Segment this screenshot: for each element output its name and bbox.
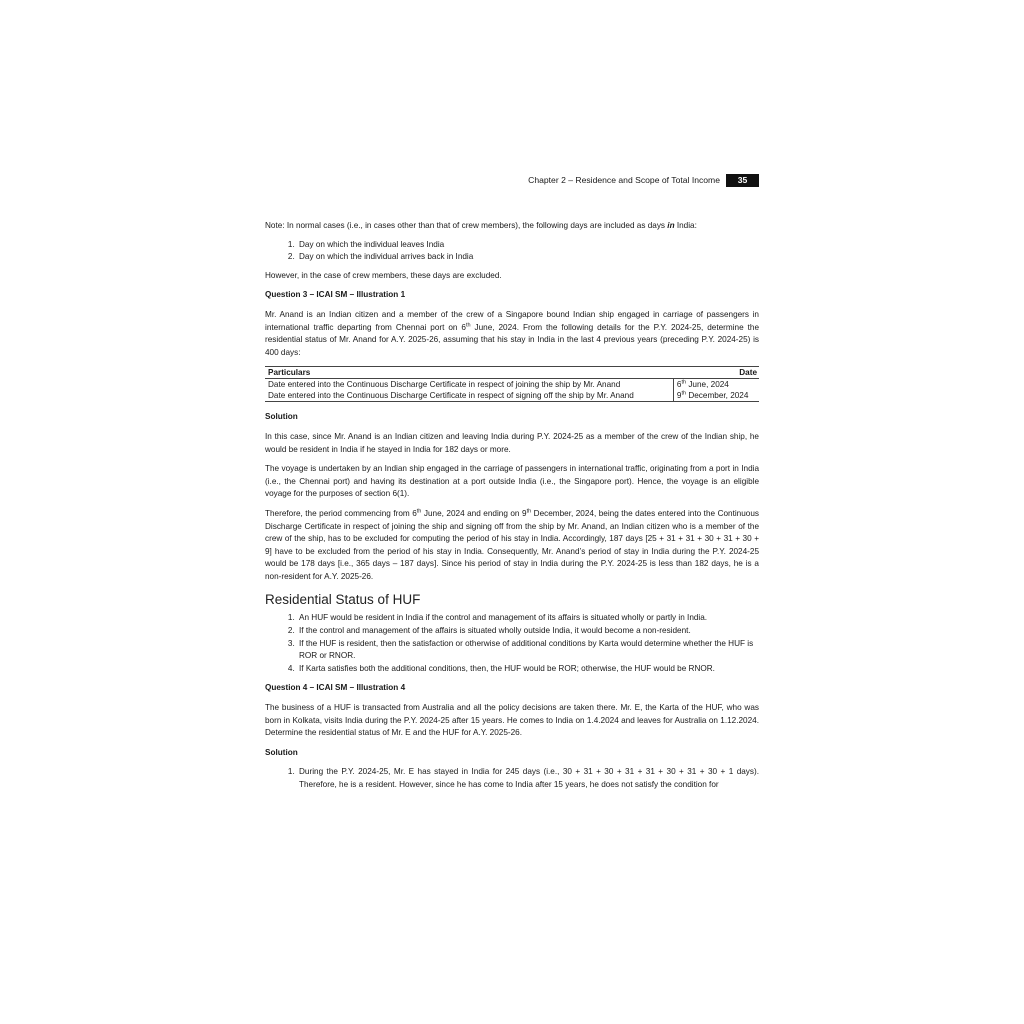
- cell-date: [673, 390, 759, 402]
- list-item: 1. Day on which the individual leaves India: [297, 239, 759, 252]
- cell-date: [673, 379, 759, 391]
- list-item: 1. An HUF would be resident in India if the control and management of its affairs is situated wholly or partly in India.: [297, 612, 759, 625]
- question-3-heading: Question 3 – ICAI SM – Illustration 1: [265, 290, 406, 300]
- list-item: 2. Day on which the individual arrives back in India: [297, 251, 759, 264]
- list-item: 3. If the HUF is resident, then the satisfaction or otherwise of additional conditions by Karta would determine whether the HUF is ROR or RNOR.: [297, 638, 759, 663]
- solution-paragraph: The voyage is undertaken by an Indian ship engaged in the carriage of passengers in international traffic, originating from a port in India (i.e., the Chennai port) and having its destination at a port outside India (i.e., the Singapore port). Hence, the voyage is an eligible voyage for the purposes of section 6(1).: [265, 464, 759, 499]
- page-number: 35: [726, 174, 759, 187]
- list-item: 1. During the P.Y. 2024-25, Mr. E has stayed in India for 245 days (i.e., 30 + 31 + 30 + 31 + 31 + 30 + 31 + 30 + 1 days). Therefore, he is a resident. However, since he has come to India after 15 years, he does not satisfy the condition for: [297, 766, 759, 791]
- table-row: [265, 379, 759, 391]
- question-4-text: The business of a HUF is transacted from Australia and all the policy decisions are taken there. Mr. E, the Karta of the HUF, who was born in Kolkata, visits India during the P.Y. 2024-25 after 15 years. He comes to India on 1.4.2024 and leaves for Australia on 1.12.2024. Determine the residential status of Mr. E and the HUF for A.Y. 2025-26.: [265, 703, 759, 738]
- table-row: [265, 390, 759, 402]
- para-sup: th: [416, 508, 422, 515]
- page-body: [265, 220, 759, 797]
- q4-solution-list: [265, 766, 759, 791]
- date-sup: th: [681, 390, 687, 397]
- q3-text-a: Mr. Anand is an Indian citizen and a member of the crew of a Singapore bound Indian ship engaged in carriage of passengers in international traffic departing from Chennai port on 6: [265, 309, 759, 332]
- q3-sup: th: [465, 321, 471, 328]
- note-outro: However, in the case of crew members, these days are excluded.: [265, 270, 502, 280]
- note-list: [265, 239, 759, 264]
- solution-paragraph: [265, 508, 759, 584]
- para-text: December, 2024, being the dates entered into the Continuous Discharge Certificate in respect of joining the ship and signing off from the ship by Mr. Anand, an Indian citizen who is a member of the crew of the ship, has to be excluded for computing the period of his stay in India. Accordingly, 187 days [25 + 31 + 31 + 30 + 31 + 30 + 9] have to be excluded from the period of his stay in India. Consequently, Mr. Anand’s period of stay in India during the P.Y. 2024-25 would be 178 days [i.e., 365 days – 187 days]. Since his period of stay in India during the P.Y. 2024-25 is less than 182 days, he is a non-resident for A.Y. 2025-26.: [265, 508, 759, 581]
- date-sup: th: [681, 379, 687, 386]
- dates-table: [265, 366, 759, 402]
- section-heading-huf: Residential Status of HUF: [265, 592, 421, 608]
- para-text: Therefore, the period commencing from 6: [265, 508, 417, 518]
- para-sup: th: [526, 508, 532, 515]
- list-item: 2. If the control and management of the affairs is situated wholly outside India, it would become a non-resident.: [297, 625, 759, 638]
- solution-paragraph: In this case, since Mr. Anand is an Indian citizen and leaving India during P.Y. 2024-25 as a member of the crew of the Indian ship, he would be resident in India if he stayed in India for 182 days or more.: [265, 431, 759, 454]
- date-day: 9: [676, 391, 682, 401]
- question-4-heading: Question 4 – ICAI SM – Illustration 4: [265, 683, 406, 693]
- para-text: June, 2024 and ending on 9: [421, 508, 527, 518]
- date-rest: June, 2024: [686, 380, 729, 390]
- col-particulars: Particulars: [265, 367, 673, 379]
- col-date: Date: [673, 367, 759, 379]
- question-3-text: [265, 309, 759, 359]
- chapter-title: Chapter 2 – Residence and Scope of Total Income: [528, 175, 720, 185]
- note-intro-end: India:: [674, 221, 697, 230]
- q3-text-b: June, 2024. From the following details for the P.Y. 2024-25, determine the residential status of Mr. Anand for A.Y. 2025-26, assuming that his stay in India in the last 4 previous years (preceding P.Y. 2024-25) is 400 days:: [265, 322, 759, 357]
- cell-particular: Date entered into the Continuous Discharge Certificate in respect of signing off the ship by Mr. Anand: [265, 390, 673, 402]
- note-intro: [265, 220, 759, 233]
- date-day: 6: [676, 380, 682, 390]
- note-intro-text: Note: In normal cases (i.e., in cases other than that of crew members), the following days are included as days: [265, 221, 668, 230]
- list-item: 4. If Karta satisfies both the additional conditions, then, the HUF would be ROR; otherwise, the HUF would be RNOR.: [297, 663, 759, 676]
- note-emphasis: in: [667, 221, 675, 230]
- date-rest: December, 2024: [686, 391, 749, 401]
- solution-heading: Solution: [265, 412, 298, 422]
- huf-list: [265, 612, 759, 675]
- cell-particular: Date entered into the Continuous Discharge Certificate in respect of joining the ship by Mr. Anand: [268, 380, 621, 390]
- solution-heading: Solution: [265, 747, 298, 757]
- running-header: [528, 173, 759, 187]
- table-header-row: [265, 367, 759, 379]
